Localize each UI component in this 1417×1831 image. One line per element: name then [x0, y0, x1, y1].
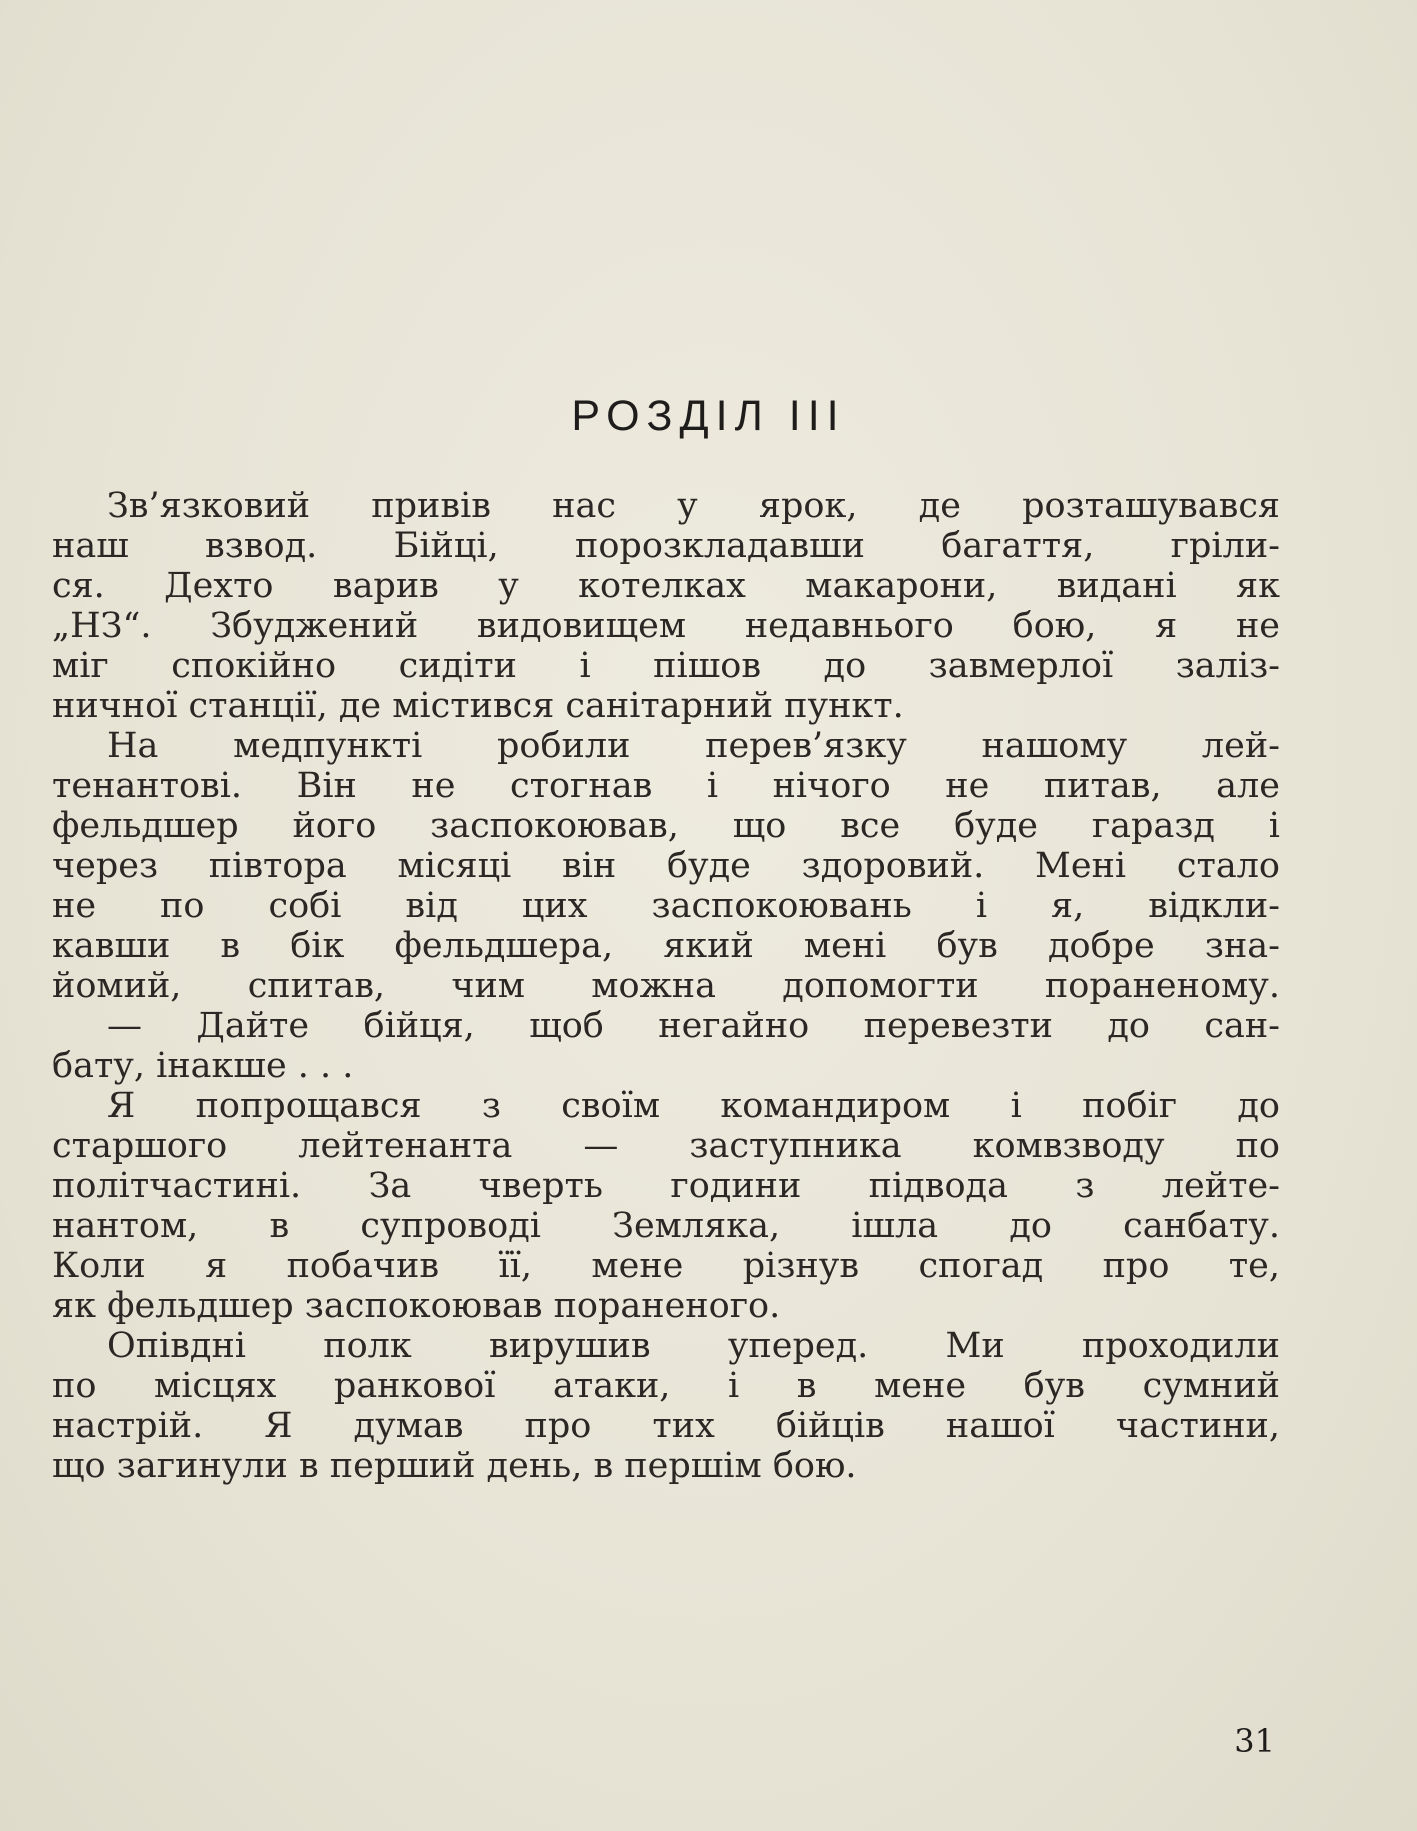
- text-line: що загинули в перший день, в першім бою.: [52, 1446, 857, 1486]
- text-line: фельдшер його заспокоював, що все буде гаразд і: [52, 806, 1280, 846]
- chapter-body-text: [52, 486, 1280, 1486]
- text-line: бату, інакше . . .: [52, 1046, 354, 1086]
- text-line: йомий, спитав, чим можна допомогти пораненому.: [52, 966, 1280, 1006]
- text-line: міг спокійно сидіти і пішов до завмерлої заліз-: [52, 646, 1280, 686]
- text-line: На медпункті робили перев’язку нашому лей-: [107, 726, 1280, 766]
- text-line: як фельдшер заспокоював пораненого.: [52, 1286, 781, 1326]
- text-line: наш взвод. Бійці, порозкладавши багаття, гріли-: [52, 526, 1280, 566]
- text-line: „НЗ“. Збуджений видовищем недавнього бою, я не: [52, 606, 1280, 646]
- text-line: ся. Дехто варив у котелках макарони, видані як: [52, 566, 1280, 606]
- page-number: 31: [1234, 1722, 1275, 1760]
- text-line: політчастині. За чверть години підвода з лейте-: [52, 1166, 1280, 1206]
- text-line: тенантові. Він не стогнав і нічого не питав, але: [52, 766, 1280, 806]
- text-line: — Дайте бійця, щоб негайно перевезти до сан-: [107, 1006, 1280, 1046]
- text-line: не по собі від цих заспокоювань і я, відкли-: [52, 886, 1280, 926]
- text-line: Я попрощався з своїм командиром і побіг до: [107, 1086, 1280, 1126]
- text-line: по місцях ранкової атаки, і в мене був сумний: [52, 1366, 1280, 1406]
- text-line: старшого лейтенанта — заступника комвзводу по: [52, 1126, 1280, 1166]
- text-line: ничної станції, де містився санітарний пункт.: [52, 686, 904, 726]
- text-line: нантом, в супроводі Земляка, ішла до санбату.: [52, 1206, 1280, 1246]
- text-line: через півтора місяці він буде здоровий. Мені стало: [52, 846, 1280, 886]
- text-line: Опівдні полк вирушив уперед. Ми проходили: [107, 1326, 1280, 1366]
- chapter-heading: РОЗДІЛ III: [571, 392, 846, 440]
- text-line: Зв’язковий привів нас у ярок, де розташувався: [107, 486, 1280, 526]
- text-line: настрій. Я думав про тих бійців нашої частини,: [52, 1406, 1280, 1446]
- text-line: Коли я побачив її, мене різнув спогад про те,: [52, 1246, 1280, 1286]
- text-line: кавши в бік фельдшера, який мені був добре зна-: [52, 926, 1280, 966]
